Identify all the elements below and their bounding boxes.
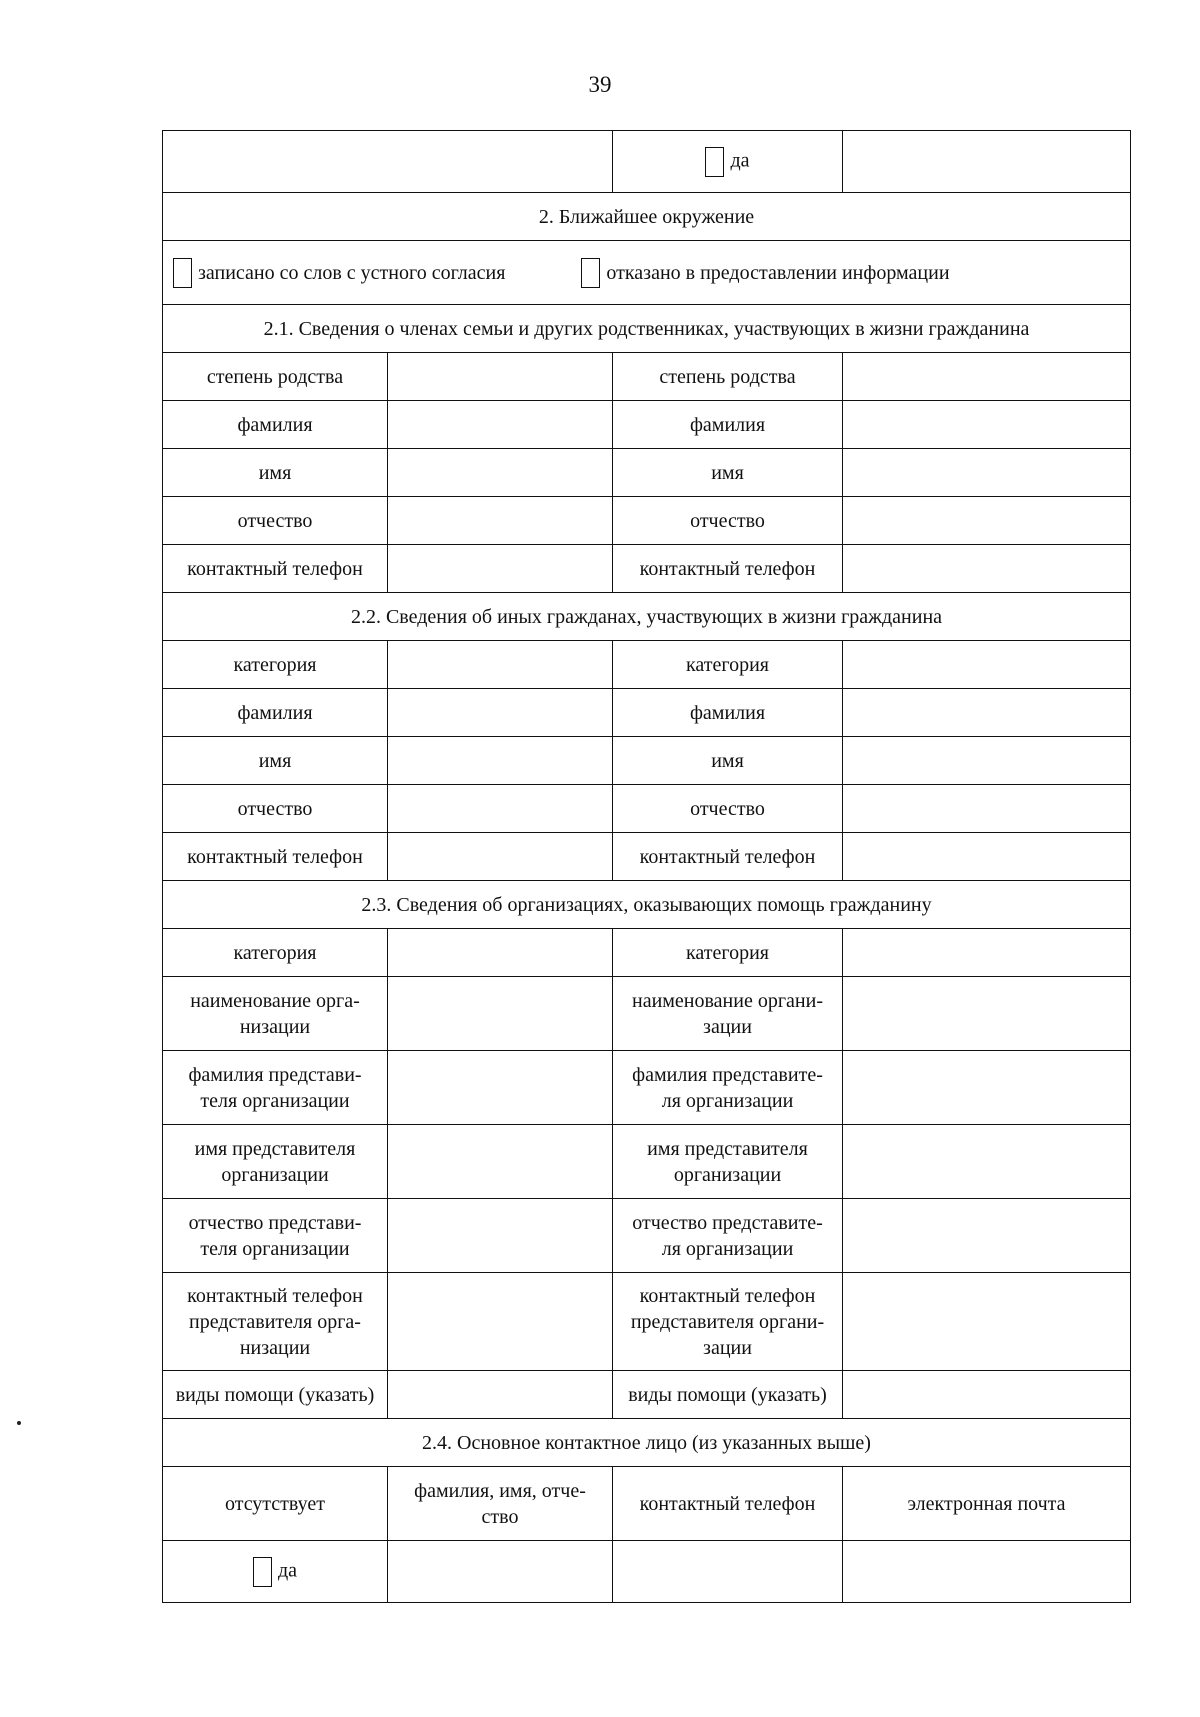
consent-cell xyxy=(163,241,1131,305)
relative-right-value[interactable] xyxy=(843,401,1131,449)
contact-value-row xyxy=(163,1541,1131,1603)
citizen-right-value[interactable] xyxy=(843,737,1131,785)
section2-1-title: 2.1. Сведения о членах семьи и других родственниках, участвующих в жизни гражданина xyxy=(163,305,1131,353)
citizen-right-value[interactable] xyxy=(843,833,1131,881)
organization-left-value[interactable] xyxy=(388,1273,613,1371)
citizen-right-value[interactable] xyxy=(843,641,1131,689)
citizen-row xyxy=(163,641,1131,689)
citizen-right-value[interactable] xyxy=(843,689,1131,737)
relative-right-value[interactable] xyxy=(843,497,1131,545)
section2-1-header-row xyxy=(163,305,1131,353)
citizen-right-label: отчество xyxy=(613,785,843,833)
organization-left-label: имя представителя организации xyxy=(163,1125,388,1199)
citizen-row xyxy=(163,689,1131,737)
citizen-left-value[interactable] xyxy=(388,689,613,737)
organization-right-value[interactable] xyxy=(843,929,1131,977)
relative-row xyxy=(163,545,1131,593)
section2-header-row xyxy=(163,193,1131,241)
relative-left-label: степень родства xyxy=(163,353,388,401)
relative-left-value[interactable] xyxy=(388,401,613,449)
organization-right-label: фамилия представите- ля организации xyxy=(613,1051,843,1125)
contact-phone-header: контактный телефон xyxy=(613,1467,843,1541)
top-yes-checkbox[interactable] xyxy=(705,147,724,177)
relative-left-value[interactable] xyxy=(388,353,613,401)
organization-left-value[interactable] xyxy=(388,977,613,1051)
section2-3-header-row xyxy=(163,881,1131,929)
citizen-left-value[interactable] xyxy=(388,737,613,785)
organization-row xyxy=(163,929,1131,977)
top-row xyxy=(163,131,1131,193)
organization-row xyxy=(163,1051,1131,1125)
citizen-row xyxy=(163,785,1131,833)
organization-row xyxy=(163,977,1131,1051)
contact-email-header: электронная почта xyxy=(843,1467,1131,1541)
top-yes-cell xyxy=(613,131,843,193)
contact-absent-header: отсутствует xyxy=(163,1467,388,1541)
consent-refused-checkbox[interactable] xyxy=(581,258,600,288)
organization-row xyxy=(163,1199,1131,1273)
relative-row xyxy=(163,353,1131,401)
top-yes-label: да xyxy=(730,149,750,172)
consent-refused[interactable] xyxy=(581,258,949,288)
relative-right-label: степень родства xyxy=(613,353,843,401)
organization-left-value[interactable] xyxy=(388,929,613,977)
relative-left-value[interactable] xyxy=(388,449,613,497)
organization-left-label: виды помощи (указать) xyxy=(163,1371,388,1419)
organization-right-value[interactable] xyxy=(843,1273,1131,1371)
section2-4-header-row xyxy=(163,1419,1131,1467)
contact-absent-cell xyxy=(163,1541,388,1603)
relative-row xyxy=(163,401,1131,449)
relative-right-label: имя xyxy=(613,449,843,497)
citizen-left-label: категория xyxy=(163,641,388,689)
scan-speck xyxy=(17,1421,21,1425)
citizen-left-label: имя xyxy=(163,737,388,785)
relative-right-value[interactable] xyxy=(843,545,1131,593)
citizen-row xyxy=(163,833,1131,881)
organization-right-label: наименование органи- зации xyxy=(613,977,843,1051)
organization-row xyxy=(163,1371,1131,1419)
organization-right-label: отчество представите- ля организации xyxy=(613,1199,843,1273)
relative-right-value[interactable] xyxy=(843,353,1131,401)
citizen-right-label: имя xyxy=(613,737,843,785)
section2-2-title: 2.2. Сведения об иных гражданах, участвующих в жизни гражданина xyxy=(163,593,1131,641)
section2-2-header-row xyxy=(163,593,1131,641)
consent-refused-label: отказано в предоставлении информации xyxy=(606,261,950,284)
organization-right-label: имя представителя организации xyxy=(613,1125,843,1199)
relative-right-label: фамилия xyxy=(613,401,843,449)
organization-left-label: контактный телефон представителя орга- низации xyxy=(163,1273,388,1371)
organization-right-value[interactable] xyxy=(843,1125,1131,1199)
citizen-right-label: категория xyxy=(613,641,843,689)
citizen-left-label: отчество xyxy=(163,785,388,833)
organization-left-label: фамилия представи- теля организации xyxy=(163,1051,388,1125)
top-empty-cell-1[interactable] xyxy=(163,131,613,193)
citizen-row xyxy=(163,737,1131,785)
relative-right-value[interactable] xyxy=(843,449,1131,497)
organization-right-value[interactable] xyxy=(843,977,1131,1051)
relative-row xyxy=(163,449,1131,497)
organization-left-label: категория xyxy=(163,929,388,977)
contact-name-header: фамилия, имя, отче- ство xyxy=(388,1467,613,1541)
organization-right-value[interactable] xyxy=(843,1199,1131,1273)
relative-right-label: контактный телефон xyxy=(613,545,843,593)
relative-right-label: отчество xyxy=(613,497,843,545)
top-empty-cell-2[interactable] xyxy=(843,131,1131,193)
citizen-left-value[interactable] xyxy=(388,641,613,689)
organization-row xyxy=(163,1125,1131,1199)
organization-left-value[interactable] xyxy=(388,1371,613,1419)
contact-header-row xyxy=(163,1467,1131,1541)
relative-left-label: контактный телефон xyxy=(163,545,388,593)
organization-right-value[interactable] xyxy=(843,1371,1131,1419)
organization-left-label: наименование орга- низации xyxy=(163,977,388,1051)
consent-oral-label: записано со слов с устного согласия xyxy=(198,261,506,284)
citizen-left-value[interactable] xyxy=(388,833,613,881)
contact-absent-checkbox[interactable] xyxy=(253,1557,272,1587)
contact-absent-yes-label: да xyxy=(277,1559,298,1582)
consent-row xyxy=(163,241,1131,305)
organization-left-value[interactable] xyxy=(388,1051,613,1125)
organization-right-label: категория xyxy=(613,929,843,977)
organization-left-label: отчество представи- теля организации xyxy=(163,1199,388,1273)
citizen-left-label: контактный телефон xyxy=(163,833,388,881)
page-number: 39 xyxy=(588,72,612,97)
organization-right-label: виды помощи (указать) xyxy=(613,1371,843,1419)
contact-email-value[interactable] xyxy=(843,1541,1131,1603)
organization-left-value[interactable] xyxy=(388,1125,613,1199)
contact-phone-value[interactable] xyxy=(613,1541,843,1603)
contact-name-value[interactable] xyxy=(388,1541,613,1603)
relative-left-label: имя xyxy=(163,449,388,497)
section2-title: 2. Ближайшее окружение xyxy=(163,193,1131,241)
relative-left-value[interactable] xyxy=(388,545,613,593)
relative-row xyxy=(163,497,1131,545)
citizen-left-label: фамилия xyxy=(163,689,388,737)
relative-left-label: фамилия xyxy=(163,401,388,449)
organization-right-label: контактный телефон представителя органи- зации xyxy=(613,1273,843,1371)
organization-row xyxy=(163,1273,1131,1371)
organization-left-value[interactable] xyxy=(388,1199,613,1273)
organization-right-value[interactable] xyxy=(843,1051,1131,1125)
relative-left-value[interactable] xyxy=(388,497,613,545)
citizen-right-value[interactable] xyxy=(843,785,1131,833)
relative-left-label: отчество xyxy=(163,497,388,545)
section2-4-title: 2.4. Основное контактное лицо (из указанных выше) xyxy=(163,1419,1131,1467)
consent-oral-checkbox[interactable] xyxy=(173,258,192,288)
citizen-left-value[interactable] xyxy=(388,785,613,833)
section2-3-title: 2.3. Сведения об организациях, оказывающих помощь гражданину xyxy=(163,881,1131,929)
citizen-right-label: контактный телефон xyxy=(613,833,843,881)
citizen-right-label: фамилия xyxy=(613,689,843,737)
form-table xyxy=(162,130,1131,1603)
consent-oral[interactable] xyxy=(173,258,505,288)
